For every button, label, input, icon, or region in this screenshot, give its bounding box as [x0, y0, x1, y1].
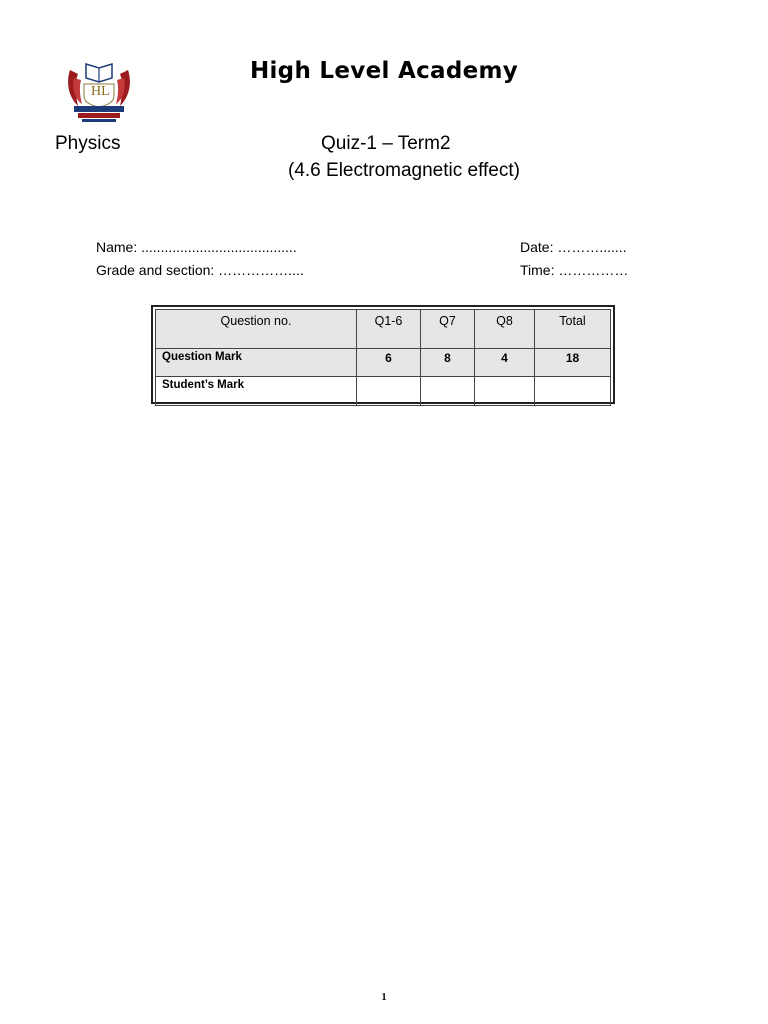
- table-row: [156, 349, 611, 377]
- question-mark-cell: 8: [421, 349, 475, 377]
- marks-table: [151, 305, 615, 404]
- column-header: Total: [535, 310, 611, 349]
- student-mark-cell[interactable]: [535, 377, 611, 406]
- question-mark-label: Question Mark: [156, 349, 357, 377]
- column-header: Q1-6: [357, 310, 421, 349]
- question-mark-cell: 4: [475, 349, 535, 377]
- grade-section-field: Grade and section: ……………....: [96, 262, 304, 278]
- column-header: Q7: [421, 310, 475, 349]
- column-header: Q8: [475, 310, 535, 349]
- question-mark-cell: 6: [357, 349, 421, 377]
- student-mark-cell[interactable]: [357, 377, 421, 406]
- student-mark-cell[interactable]: [421, 377, 475, 406]
- logo-initials: HL: [91, 84, 110, 99]
- school-title: High Level Academy: [249, 58, 519, 84]
- quiz-title: Quiz-1 – Term2: [321, 133, 451, 154]
- table-row: [156, 377, 611, 406]
- page-number: 1: [381, 992, 387, 1003]
- quiz-chapter: (4.6 Electromagnetic effect): [288, 160, 520, 181]
- time-field: Time: ……………: [520, 262, 629, 278]
- subject-label: Physics: [55, 133, 121, 154]
- table-header-row: [156, 310, 611, 349]
- student-mark-label: Student’s Mark: [156, 377, 357, 406]
- question-mark-cell: 18: [535, 349, 611, 377]
- name-field: Name: ........................................: [96, 239, 297, 255]
- date-field: Date: ……….......: [520, 239, 627, 255]
- column-header: Question no.: [156, 310, 357, 349]
- student-mark-cell[interactable]: [475, 377, 535, 406]
